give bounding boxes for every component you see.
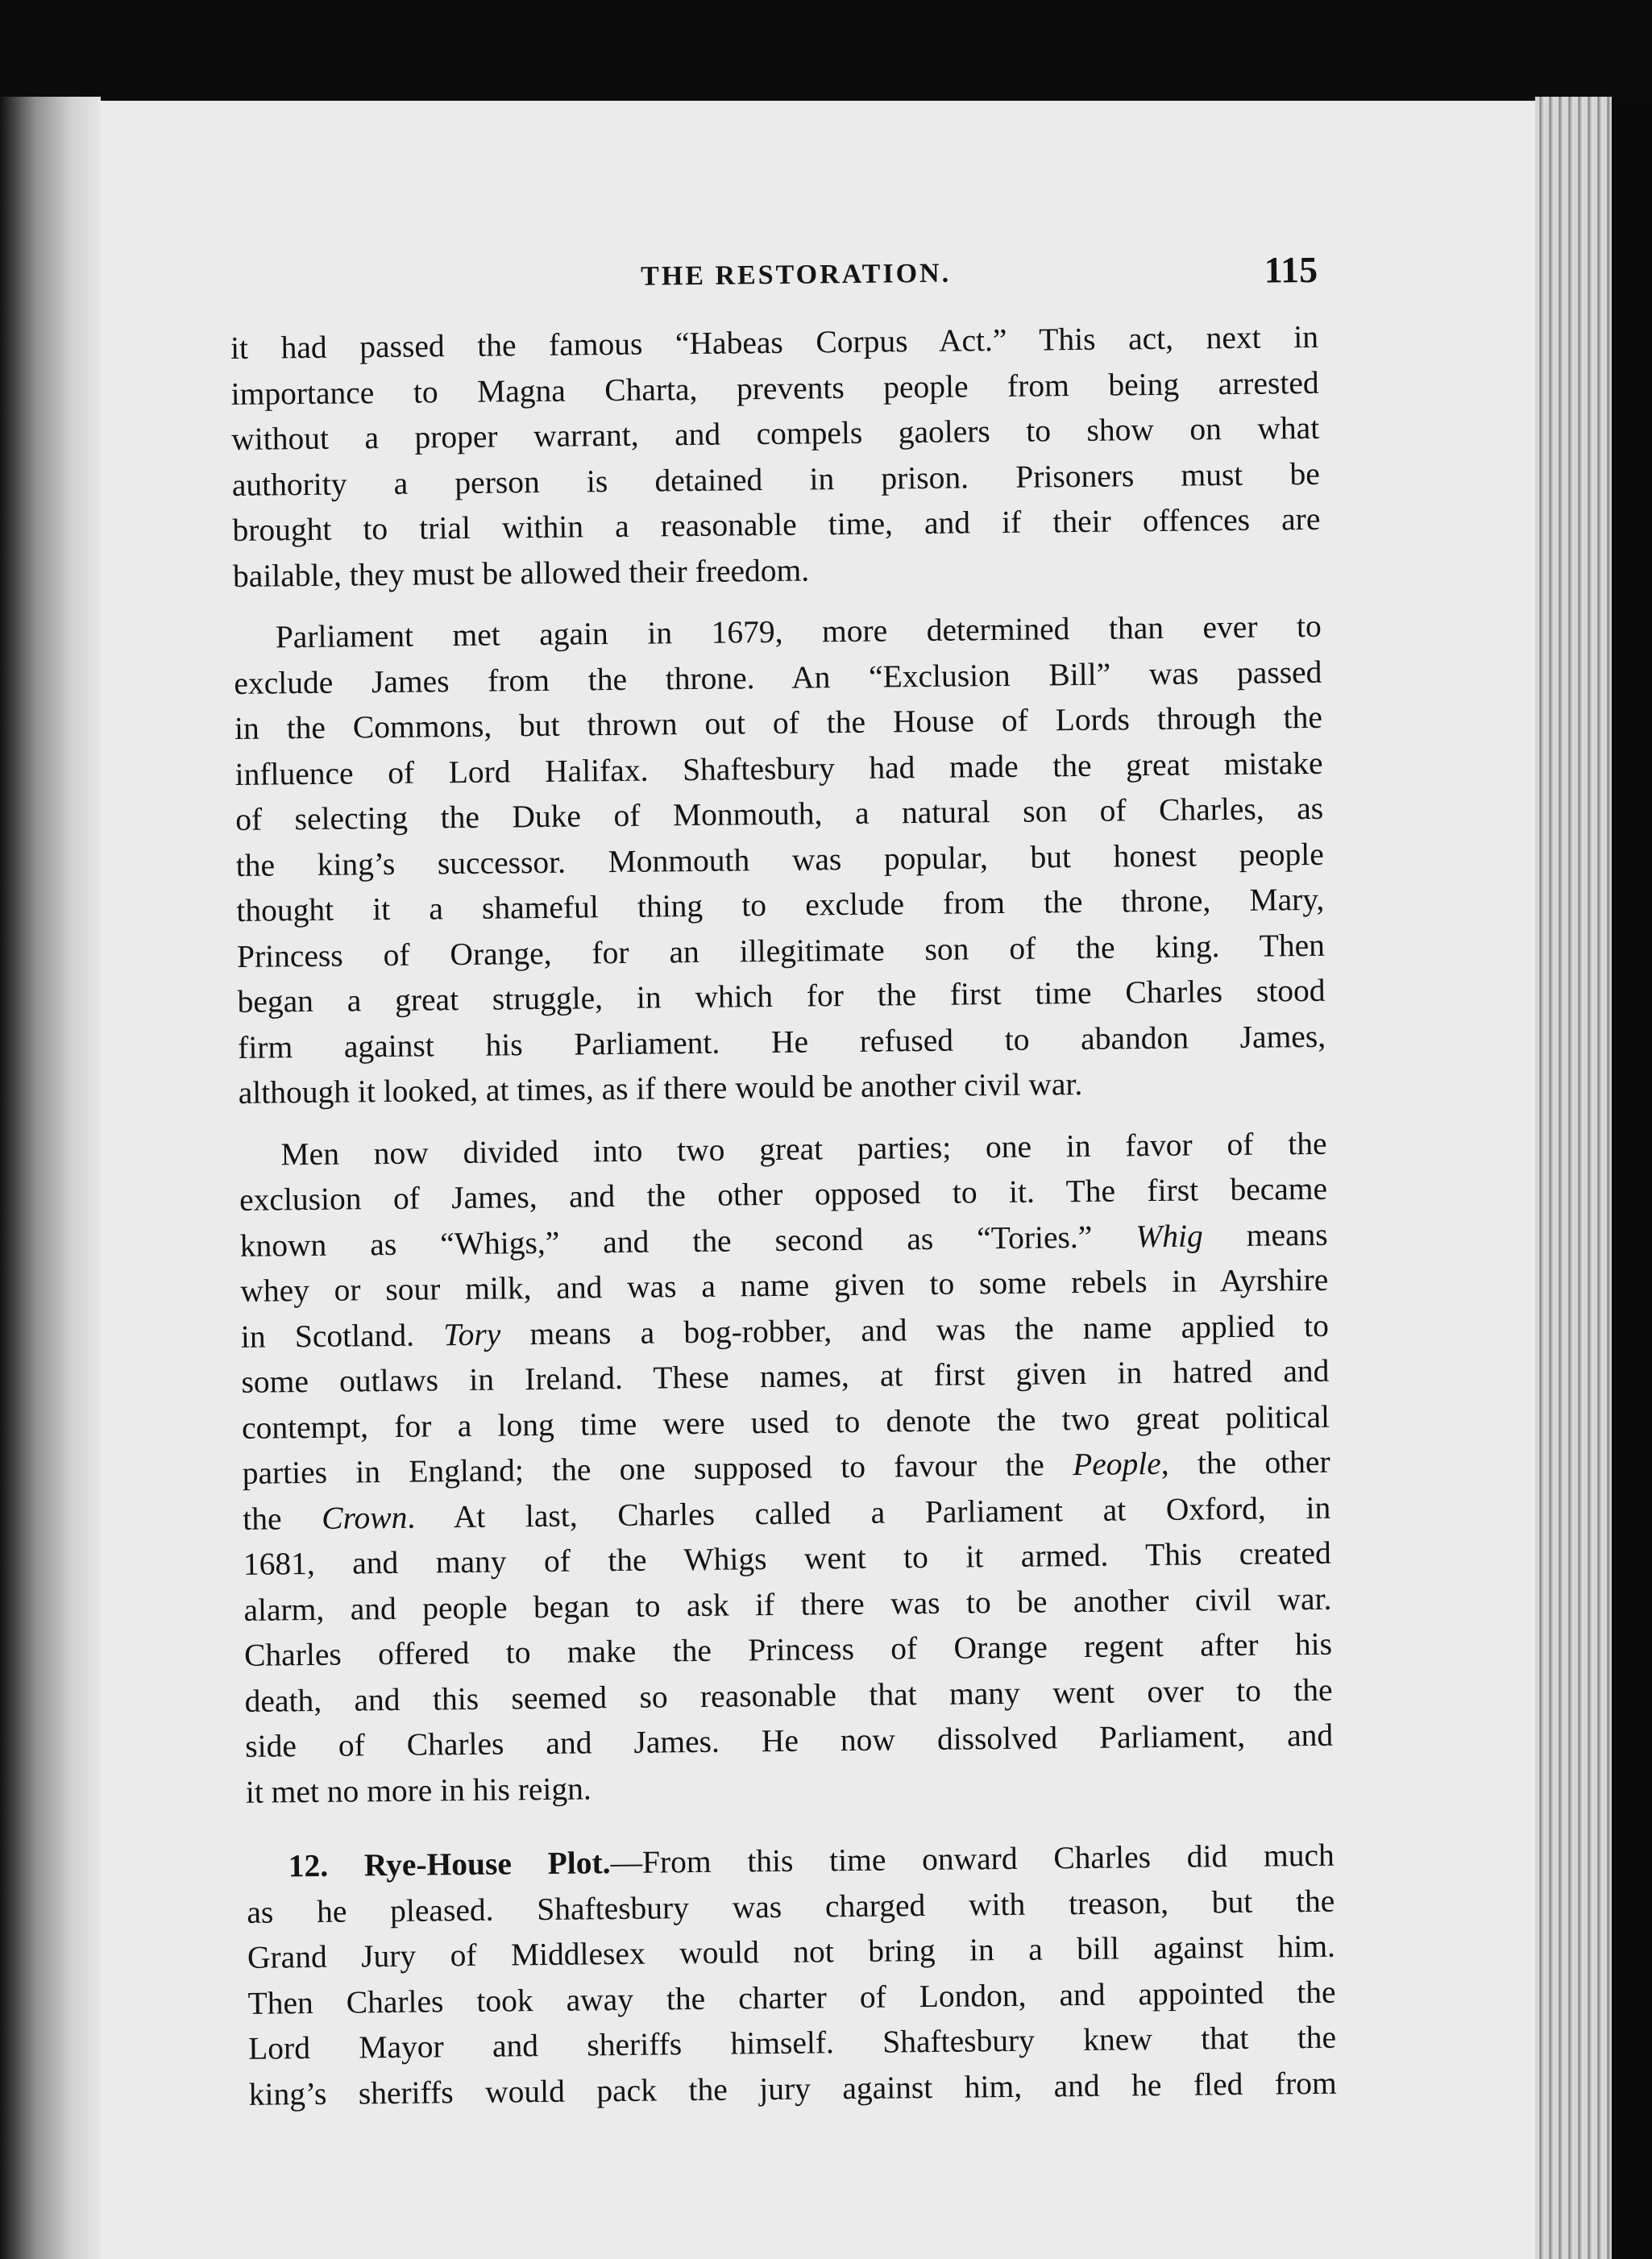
text-line: as he pleased. Shaftesbury was charged with treason, but the — [247, 1883, 1335, 1930]
text-line: it met no more in his reign. — [245, 1770, 591, 1810]
text-line: exclusion of James, and the other opposed to it. The first became — [239, 1170, 1328, 1218]
text-line: importance to Magna Charta, prevents people from being arrested — [230, 364, 1319, 412]
text-line: without a proper warrant, and compels gaolers to show on what — [231, 409, 1320, 457]
text-line: influence of Lord Halifax. Shaftesbury had made the great mistake — [235, 745, 1323, 792]
text-line: began a great struggle, in which for the first time Charles stood — [237, 972, 1326, 1019]
running-head — [230, 248, 1318, 326]
paragraph-3 — [239, 1120, 1334, 1815]
text-line: although it looked, at times, as if there would be another civil war. — [238, 1065, 1083, 1111]
page-number: 115 — [1264, 248, 1318, 291]
page-text — [230, 248, 1337, 2117]
text-line: brought to trial within a reasonable time, and if their offences are — [232, 500, 1321, 548]
text-line: Parliament met again in 1679, more determined than ever to — [275, 608, 1322, 655]
text-line: Grand Jury of Middlesex would not bring in a bill against him. — [247, 1928, 1336, 1975]
text-line: contempt, for a long time were used to denote the two great political — [241, 1398, 1330, 1446]
text-line: firm against his Parliament. He refused to abandon James, — [237, 1018, 1326, 1065]
text-line: in the Commons, but thrown out of the House of Lords through the — [234, 699, 1323, 746]
text-line: some outlaws in Ireland. These names, at first given in hatred and — [241, 1352, 1330, 1400]
chapter-title: THE RESTORATION. — [640, 258, 952, 292]
text-line: the king’s successor. Monmouth was popular, but honest people — [235, 836, 1324, 883]
text-line: in Scotland. Tory means a bog-robber, and was the name applied to — [240, 1307, 1330, 1355]
text-line: bailable, they must be allowed their freedom. — [232, 551, 810, 594]
scan-background-right — [1612, 97, 1652, 2259]
text-line: whey or sour milk, and was a name given to some rebels in Ayrshire — [240, 1261, 1329, 1309]
paragraph-1 — [230, 314, 1321, 599]
text-line: exclude James from the throne. An “Exclusion Bill” was passed — [234, 654, 1322, 701]
section-heading: 12. Rye-House Plot. — [288, 1845, 611, 1884]
paragraph-4-rye-house-plot — [247, 1833, 1337, 2117]
paragraph-2 — [234, 604, 1326, 1116]
text-line: alarm, and people began to ask if there was to be another civil war. — [243, 1580, 1332, 1628]
text-line: parties in England; the one supposed to favour the People, the other — [242, 1443, 1330, 1491]
page-edges-right — [1535, 97, 1612, 2259]
text-line: the Crown. At last, Charles called a Parliament at Oxford, in — [243, 1489, 1331, 1537]
text-line: side of Charles and James. He now dissolved Parliament, and — [245, 1717, 1334, 1764]
book-gutter-left — [0, 97, 101, 2259]
text-line: 1681, and many of the Whigs went to it armed. This created — [243, 1534, 1332, 1582]
text-line: death, and this seemed so reasonable that many went over to the — [244, 1671, 1333, 1719]
text-line: Princess of Orange, for an illegitimate son of the king. Then — [236, 927, 1326, 974]
text-line: Then Charles took away the charter of London, and appointed the — [247, 1974, 1336, 2021]
text-line: Lord Mayor and sheriffs himself. Shaftesbury knew that the — [247, 2019, 1337, 2066]
text-line: Charles offered to make the Princess of Orange regent after his — [243, 1626, 1333, 1673]
text-line: Men now divided into two great parties; one in favor of the — [280, 1125, 1327, 1172]
text-line: authority a person is detained in prison. Prisoners must be — [231, 455, 1320, 503]
text-line: it had passed the famous “Habeas Corpus Act.” This act, next in — [230, 318, 1319, 366]
text-line: thought it a shameful thing to exclude from the throne, Mary, — [236, 881, 1325, 928]
text-run: —From this time onward Charles did much — [610, 1837, 1334, 1881]
text-line: of selecting the Duke of Monmouth, a natural son of Charles, as — [235, 790, 1324, 837]
text-line: king’s sheriffs would pack the jury against him, and he fled from — [248, 2065, 1337, 2112]
text-line: known as “Whigs,” and the second as “Tories.” Whig means — [239, 1216, 1328, 1264]
